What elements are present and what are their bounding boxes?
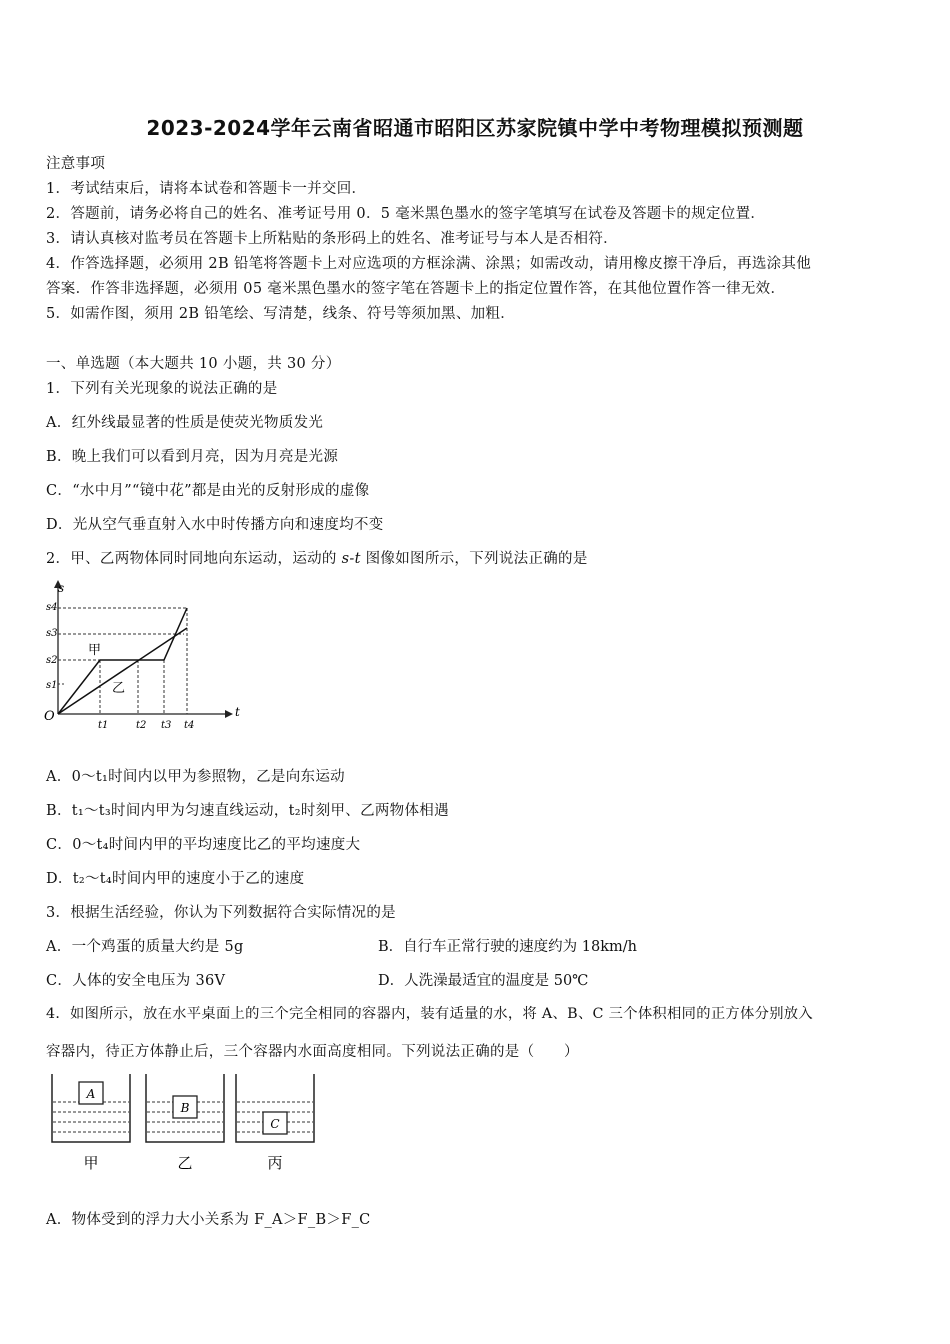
q4-option-a: A．物体受到的浮力大小关系为 F_A＞F_B＞F_C [46, 1212, 371, 1228]
container-yi [146, 1074, 224, 1172]
q3-option-c: C．人体的安全电压为 36V [46, 973, 226, 989]
y-tick-s2: s2 [46, 655, 58, 666]
label-jia: 甲 [88, 643, 102, 658]
x-axis-arrow [225, 710, 233, 718]
q2-stem-var: s-t [341, 551, 361, 567]
q1-option-d: D．光从空气垂直射入水中时传播方向和速度均不变 [46, 517, 384, 533]
block-a: A [86, 1087, 96, 1101]
y-tick-s3: s3 [46, 628, 58, 639]
q4-stem-line2: 容器内，待正方体静止后，三个容器内水面高度相同。下列说法正确的是（ ） [46, 1044, 579, 1060]
notice-item-3: 3．请认真核对监考员在答题卡上所粘贴的条形码上的姓名、准考证号与本人是否相符． [46, 231, 618, 247]
label-yi: 乙 [112, 681, 126, 696]
q2-stem-pre: 2．甲、乙两物体同时同地向东运动，运动的 [46, 551, 342, 567]
notice-heading: 注意事项 [46, 156, 106, 172]
block-b: B [180, 1101, 190, 1115]
label-jia-container: 甲 [83, 1154, 99, 1172]
container-bing [236, 1074, 314, 1172]
q2-stem-post: 图像如图所示，下列说法正确的是 [360, 551, 588, 567]
notice-item-4-cont: 答案．作答非选择题，必须用 05 毫米黑色墨水的签字笔在答题卡上的指定位置作答，在其他位置作答一律无效． [46, 281, 786, 297]
q3-option-b: B．自行车正常行驶的速度约为 18km/h [378, 939, 637, 955]
block-c: C [270, 1117, 280, 1131]
section-heading: 一、单选题（本大题共 10 小题，共 30 分） [46, 356, 341, 372]
label-yi-container: 乙 [177, 1154, 193, 1172]
st-graph [40, 578, 240, 728]
notice-item-1: 1．考试结束后，请将本试卷和答题卡一并交回． [46, 181, 367, 197]
page-title: 2023-2024学年云南省昭通市昭阳区苏家院镇中学中考物理模拟预测题 [146, 116, 804, 140]
y-axis-label: s [58, 581, 65, 595]
q3-option-d: D．人洗澡最适宜的温度是 50℃ [378, 973, 589, 989]
x-tick-t1: t1 [98, 720, 109, 728]
q2-stem [46, 547, 588, 568]
q2-option-d: D．t₂～t₄时间内甲的速度小于乙的速度 [46, 871, 305, 887]
x-tick-t3: t3 [161, 720, 172, 728]
q1-option-b: B．晚上我们可以看到月亮，因为月亮是光源 [46, 449, 339, 465]
label-bing-container: 丙 [267, 1154, 283, 1172]
x-axis-label: t [235, 705, 240, 719]
q1-option-c: C．“水中月”“镜中花”都是由光的反射形成的虚像 [46, 483, 370, 499]
q2-option-a: A．0～t₁时间内以甲为参照物，乙是向东运动 [46, 769, 345, 785]
notice-item-5: 5．如需作图，须用 2B 铅笔绘、写清楚，线条、符号等须加黑、加粗． [46, 306, 516, 322]
q2-option-b: B．t₁～t₃时间内甲为匀速直线运动，t₂时刻甲、乙两物体相遇 [46, 803, 449, 819]
q3-option-a: A．一个鸡蛋的质量大约是 5g [46, 939, 244, 955]
q1-option-a: A．红外线最显著的性质是使荧光物质发光 [46, 415, 324, 431]
line-jia [58, 608, 187, 714]
y-tick-s4: s4 [46, 602, 58, 613]
y-tick-s1: s1 [46, 680, 58, 691]
q4-stem-line1: 4．如图所示，放在水平桌面上的三个完全相同的容器内，装有适量的水，将 A、B、C 三个体积相同的正方体分别放入 [46, 1006, 813, 1022]
q2-option-c: C．0～t₄时间内甲的平均速度比乙的平均速度大 [46, 837, 361, 853]
notice-item-4: 4．作答选择题，必须用 2B 铅笔将答题卡上对应选项的方框涂满、涂黑；如需改动，请用橡皮擦干净后，再选涂其他 [46, 256, 812, 272]
x-tick-t2: t2 [136, 720, 147, 728]
q1-stem: 1．下列有关光现象的说法正确的是 [46, 381, 278, 397]
line-yi [58, 628, 187, 714]
q3-stem: 3．根据生活经验，你认为下列数据符合实际情况的是 [46, 905, 396, 921]
notice-item-2: 2．答题前，请务必将自己的姓名、准考证号用 0．5 毫米黑色墨水的签字笔填写在试卷及答题卡的规定位置． [46, 206, 766, 222]
origin-label: O [44, 709, 55, 724]
x-tick-t4: t4 [184, 720, 195, 728]
containers-figure [44, 1072, 324, 1176]
container-jia [52, 1074, 130, 1172]
